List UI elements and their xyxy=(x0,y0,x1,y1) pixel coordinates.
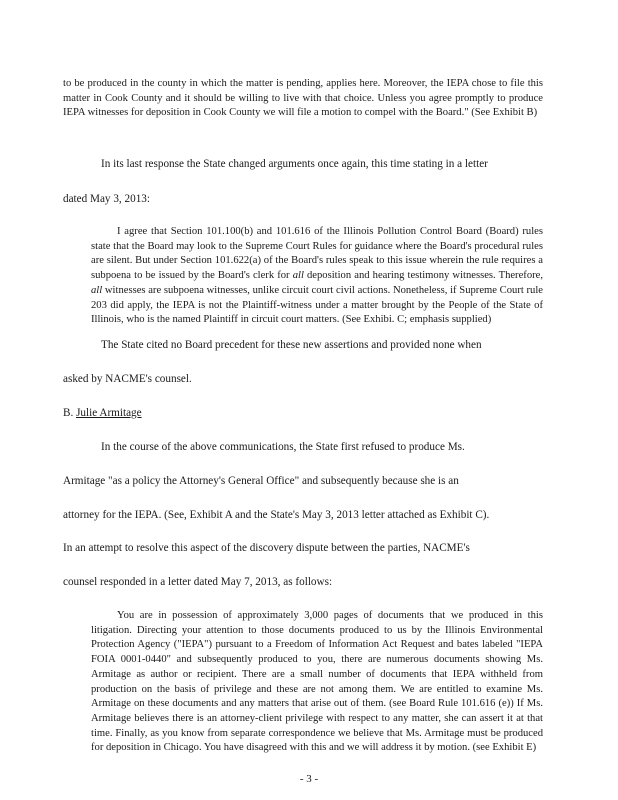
block-quote-state-letter: I agree that Section 101.100(b) and 101.616 of the Illinois Pollution Control Board (Board) rules state that the Board may look to the Supreme Court Rules for guidance where the Board's procedural rules are silent. But under Section 101.622(a) of the Board's rules speak to this issue wherein the rule requires a subpoena to be issued by the Board's clerk for all deposition and hearing testimony witnesses. Therefore, all witnesses are subpoena witnesses, unlike circuit court civil actions. Nonetheless, if Supreme Court rule 203 did apply, the IEPA is not the Plaintiff-witness under a matter brought by the People of the State of Illinois, who is the named Plaintiff in circuit court matters. (See Exhibi. C; emphasis supplied) xyxy=(91,226,543,326)
block-quote-nacme-letter: You are in possession of approximately 3,000 pages of documents that we produced in this litigation. Directing your attention to those documents produced to us by the Illinois Environmental Protection Agency ("IEPA") pursuant to a Freedom of Information Act Request and bates labeled "IEPA FOIA 0001-0440" and subsequently produced to you, there are numerous documents showing Ms. Armitage as author or recipient. There are a small number of documents that IEPA withheld from production on the basis of privilege and these are not among them. We are entitled to examine Ms. Armitage on these documents and any matters that arise out of them. (see Board Rule 101.616 (e)) If Ms. Armitage believes there is an attorney-client privilege with respect to any matter, she can assert it at that time. Finally, as you know from separate correspondence we believe that Ms. Armitage must be produced for deposition in Chicago. You have disagreed with this and we will address it by motion. (see Exhibit E) xyxy=(91,610,543,754)
no-precedent-line-1: The State cited no Board precedent for these new assertions and provided none when xyxy=(101,339,482,351)
attempt-line-1: In an attempt to resolve this aspect of the discovery dispute between the parties, NACME's xyxy=(63,542,470,554)
section-heading: B. Julie Armitage xyxy=(63,407,142,419)
state-changed-line-1: In its last response the State changed arguments once again, this time stating in a letter xyxy=(101,158,488,170)
no-precedent-line-2: asked by NACME's counsel. xyxy=(63,373,192,385)
armitage-line-2: Armitage "as a policy the Attorney's General Office" and subsequently because she is an xyxy=(63,475,459,487)
page-number: - 3 - xyxy=(299,773,319,785)
armitage-line-1: In the course of the above communications, the State first refused to produce Ms. xyxy=(101,441,465,453)
state-changed-line-2: dated May 3, 2013: xyxy=(63,193,150,205)
intro-paragraph: to be produced in the county in which the matter is pending, applies here. Moreover, the IEPA chose to file this matter in Cook County and it should be willing to live with that choice. Unless you agree promptly to produce IEPA witnesses for deposition in Cook County we will file a motion to compel with the Board." (See Exhibit B) xyxy=(63,78,543,119)
attempt-line-2: counsel responded in a letter dated May 7, 2013, as follows: xyxy=(63,576,333,588)
armitage-line-3: attorney for the IEPA. (See, Exhibit A and the State's May 3, 2013 letter attached as Exhibit C). xyxy=(63,509,490,521)
